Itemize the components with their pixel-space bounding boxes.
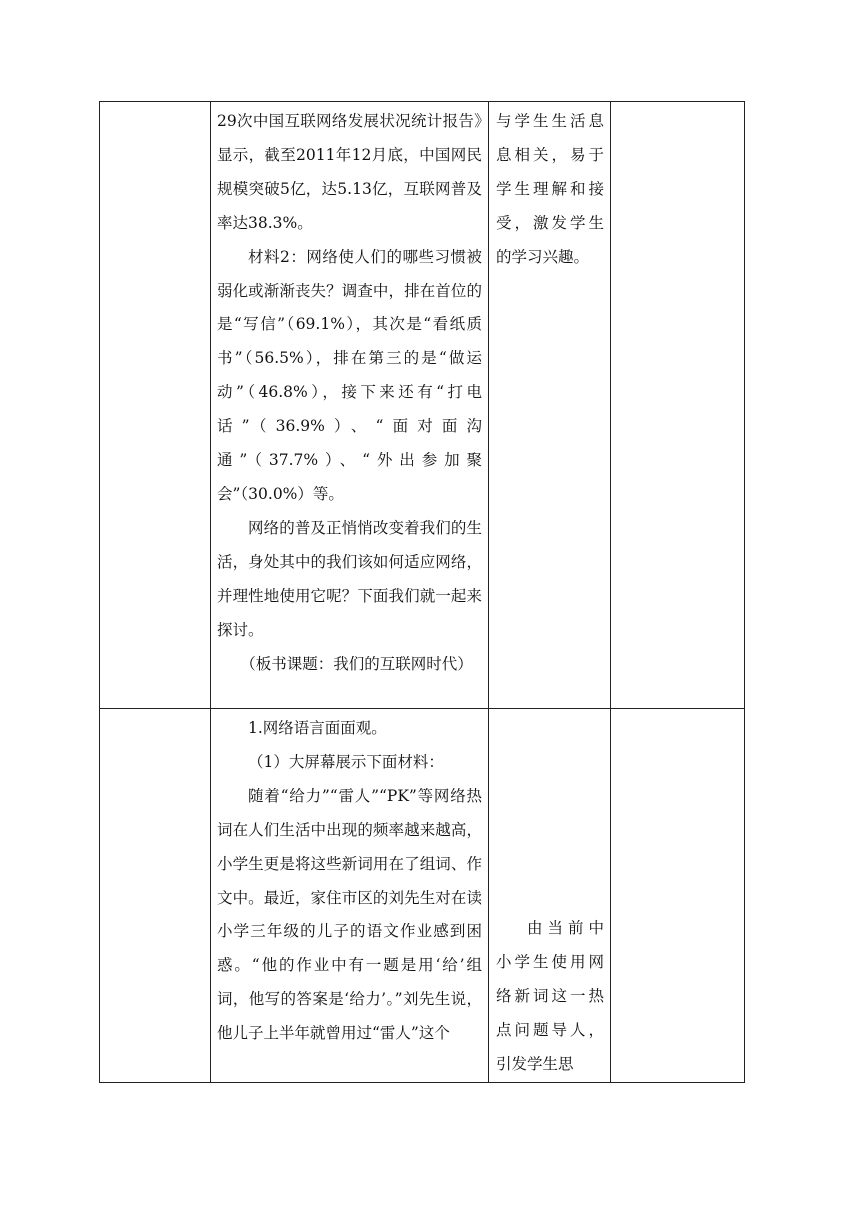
content-cell [211,709,489,1083]
intent-paragraph: 由当前中小学生使用网络新词这一热点问题导人，引发学生思 [496,919,604,1073]
content-cell [211,102,489,709]
notes-cell [611,709,745,1083]
content-paragraph: 随着“给力”“雷人”“PK”等网络热词在人们生活中出现的频率越来越高，小学生更是将这些新词用在了组词、作文中。最近，家住市区的刘先生对在读小学三年级的儿子的语文作业感到困惑。“他的作业中有一题是用‘给’组词，他写的答案是‘给力’。”刘先生说，他儿子上半年就曾用过“雷人”这个 [217,786,482,1043]
content-paragraph: 1.网络语言面面观。 [248,719,387,737]
notes-cell [611,102,745,709]
intent-paragraph: 与学生生活息息相关，易于学生理解和接受，激发学生的学习兴趣。 [496,112,604,266]
content-paragraph: 29次中国互联网络发展状况统计报告》显示，截至2011年12月底，中国网民规模突破5亿，达5.13亿，互联网普及率达38.3%。 [217,112,482,232]
stage-cell [100,102,211,709]
lesson-plan-table [99,101,745,1083]
stage-cell [100,709,211,1083]
intent-cell [489,709,611,1083]
table-row [100,709,745,1083]
content-paragraph: （板书课题：我们的互联网时代） [240,654,473,673]
content-paragraph: 网络的普及正悄悄改变着我们的生活，身处其中的我们该如何适应网络，并理性地使用它呢？下面我们就一起来探讨。 [217,518,482,639]
table-row [100,102,745,709]
intent-cell [489,102,611,709]
spacer [496,712,604,912]
content-paragraph: （1）大屏幕展示下面材料： [248,752,444,771]
content-paragraph: 材料2：网络使人们的哪些习惯被弱化或渐渐丧失？调查中，排在首位的是“写信”（69.1%），其次是“看纸质书”（56.5%），排在第三的是“做运动”（46.8%），接下来还有“打电话”（36.9%）、“面对面沟通”（37.7%）、“外出参加聚会”（30.0%）等。 [217,247,482,503]
